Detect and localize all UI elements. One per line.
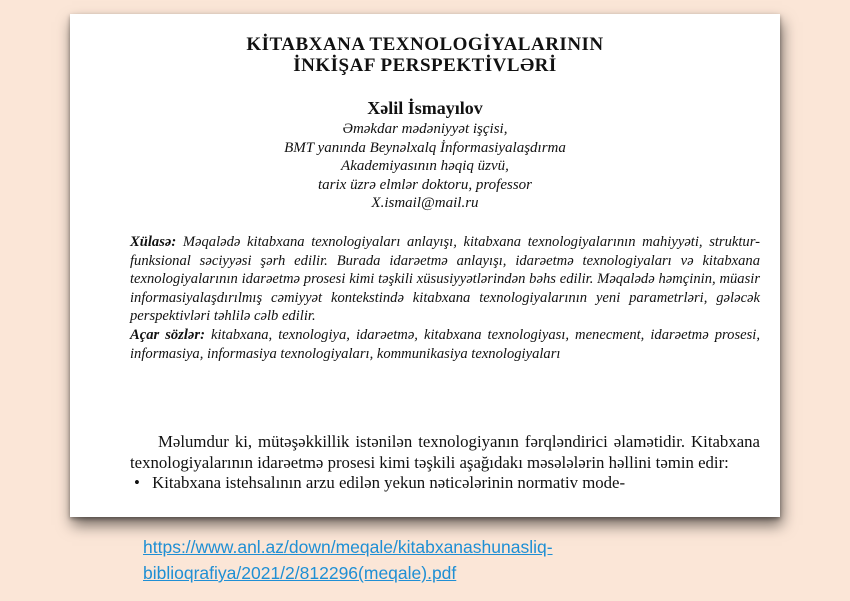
affiliation-line: tarix üzrə elmlər doktoru, professor xyxy=(317,176,532,193)
abstract xyxy=(130,233,760,326)
title-line-1: KİTABXANA TEXNOLOGİYALARININ xyxy=(246,34,604,55)
document-page xyxy=(70,14,780,517)
affiliation-line: BMT yanında Beynəlxalq İnformasiyalaşdırma xyxy=(284,139,566,156)
affiliation-line: Əməkdar mədəniyyət işçisi, xyxy=(342,121,508,137)
article-title xyxy=(70,34,780,76)
abstract-text: Məqalədə kitabxana texnologiyaları anlayışı, kitabxana texnologiyalarının mahiyyəti, struktur-funksional səciyyəsi şərh edilir. Burada idarəetmə anlayışı, idarəetmə texnologiyaları və kitabxana texnologiyalarının idarəetmə prosesi kimi təşkili xüsusiyyətlərindən bəhs edilir. Məqalədə həmçinin, müasir informasiyalaşdırılmış cəmiyyət kontekstində kitabxana texnologiyalarının yeni parametrləri, gələcək perspektivləri təhlilə cəlb edilir. xyxy=(130,234,760,325)
keywords-label: Açar sözlər: xyxy=(130,326,205,343)
author-name: Xəlil İsmayılov xyxy=(367,98,483,118)
bullet-text: Kitabxana istehsalının arzu edilən yekun nəticələrinin normativ mode- xyxy=(152,473,626,492)
body-paragraph: Məlumdur ki, mütəşəkkillik istənilən texnologiyanın fərqləndirici əlamətidir. Kitabxana texnologiyalarının idarəetmə prosesi kimi təşkili aşağıdakı məsələlərin həllini təmin edir: xyxy=(130,432,760,472)
title-line-2: İNKİŞAF PERSPEKTİVLƏRİ xyxy=(293,55,557,76)
bullet-item xyxy=(130,473,760,494)
affiliation-line: Akademiyasının həqiq üzvü, xyxy=(341,158,509,175)
bullet-marker: • xyxy=(134,473,140,492)
keywords-text: kitabxana, texnologiya, idarəetmə, kitabxana texnologiyası, menecment, idarəetmə prosesi, informasiya, informasiya texnologiyaları, kommunikasiya texnologiyaları xyxy=(130,326,760,362)
author-email: X.ismail@mail.ru xyxy=(371,195,479,212)
source-link[interactable] xyxy=(143,534,743,586)
source-link-line-2[interactable]: biblioqrafiya/2021/2/812296(meqale).pdf xyxy=(143,563,457,583)
source-link-line-1[interactable]: https://www.anl.az/down/meqale/kitabxanashunasliq- xyxy=(143,537,553,557)
keywords xyxy=(130,326,760,363)
body-text xyxy=(130,432,760,494)
abstract-block xyxy=(130,233,760,363)
abstract-label: Xülasə: xyxy=(130,234,177,250)
author-affiliation xyxy=(70,120,780,213)
